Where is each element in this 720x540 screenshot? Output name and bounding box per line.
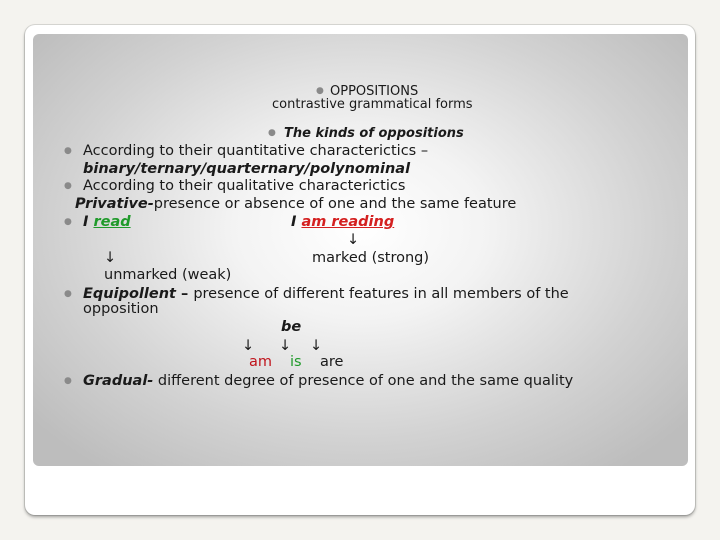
equipollent-term: Equipollent — [83, 286, 176, 302]
down-arrow-icon: ↓ — [242, 338, 255, 354]
form-are: are — [320, 354, 344, 370]
bullet-icon: ● — [316, 86, 324, 96]
word-am-reading: am reading — [301, 214, 395, 230]
bullet-icon: ● — [268, 128, 276, 138]
privative-def: presence or absence of one and the same feature — [153, 196, 517, 212]
bullet-icon: ● — [64, 181, 72, 191]
example-i-read: I read — [83, 214, 131, 230]
privative-definition — [75, 196, 516, 213]
bullet-icon: ● — [64, 146, 72, 156]
title-line-1: OPPOSITIONS — [330, 84, 419, 99]
word-read: read — [93, 214, 131, 230]
form-is: is — [290, 354, 302, 370]
privative-term: Privative- — [75, 196, 154, 212]
verb-be: be — [281, 319, 302, 335]
unmarked-label: unmarked (weak) — [104, 267, 232, 283]
down-arrow-icon: ↓ — [347, 232, 360, 248]
down-arrow-icon: ↓ — [279, 338, 292, 354]
example-i-am-reading: I am reading — [291, 214, 395, 230]
gradual-line: Gradual- different degree of presence of one and the same quality — [83, 373, 574, 389]
quantitative-line-2: binary/ternary/quarternary/polynominal — [83, 161, 411, 177]
equipollent-line-2: opposition — [83, 301, 159, 317]
quantitative-line-1: According to their quantitative characterictics – — [83, 143, 429, 159]
form-am: am — [249, 354, 273, 370]
bullet-icon: ● — [64, 376, 72, 386]
bullet-icon: ● — [64, 289, 72, 299]
down-arrow-icon: ↓ — [310, 338, 323, 354]
subtitle: The kinds of oppositions — [284, 126, 464, 141]
title-line-2: contrastive grammatical forms — [272, 97, 473, 112]
down-arrow-icon: ↓ — [104, 250, 117, 266]
equipollent-line-1: Equipollent – presence of different features in all members of the — [83, 286, 569, 302]
qualitative-line-1: According to their qualitative characterictics — [83, 178, 406, 194]
bullet-icon: ● — [64, 217, 72, 227]
marked-label: marked (strong) — [312, 250, 430, 266]
gradual-term: Gradual- — [83, 373, 154, 389]
